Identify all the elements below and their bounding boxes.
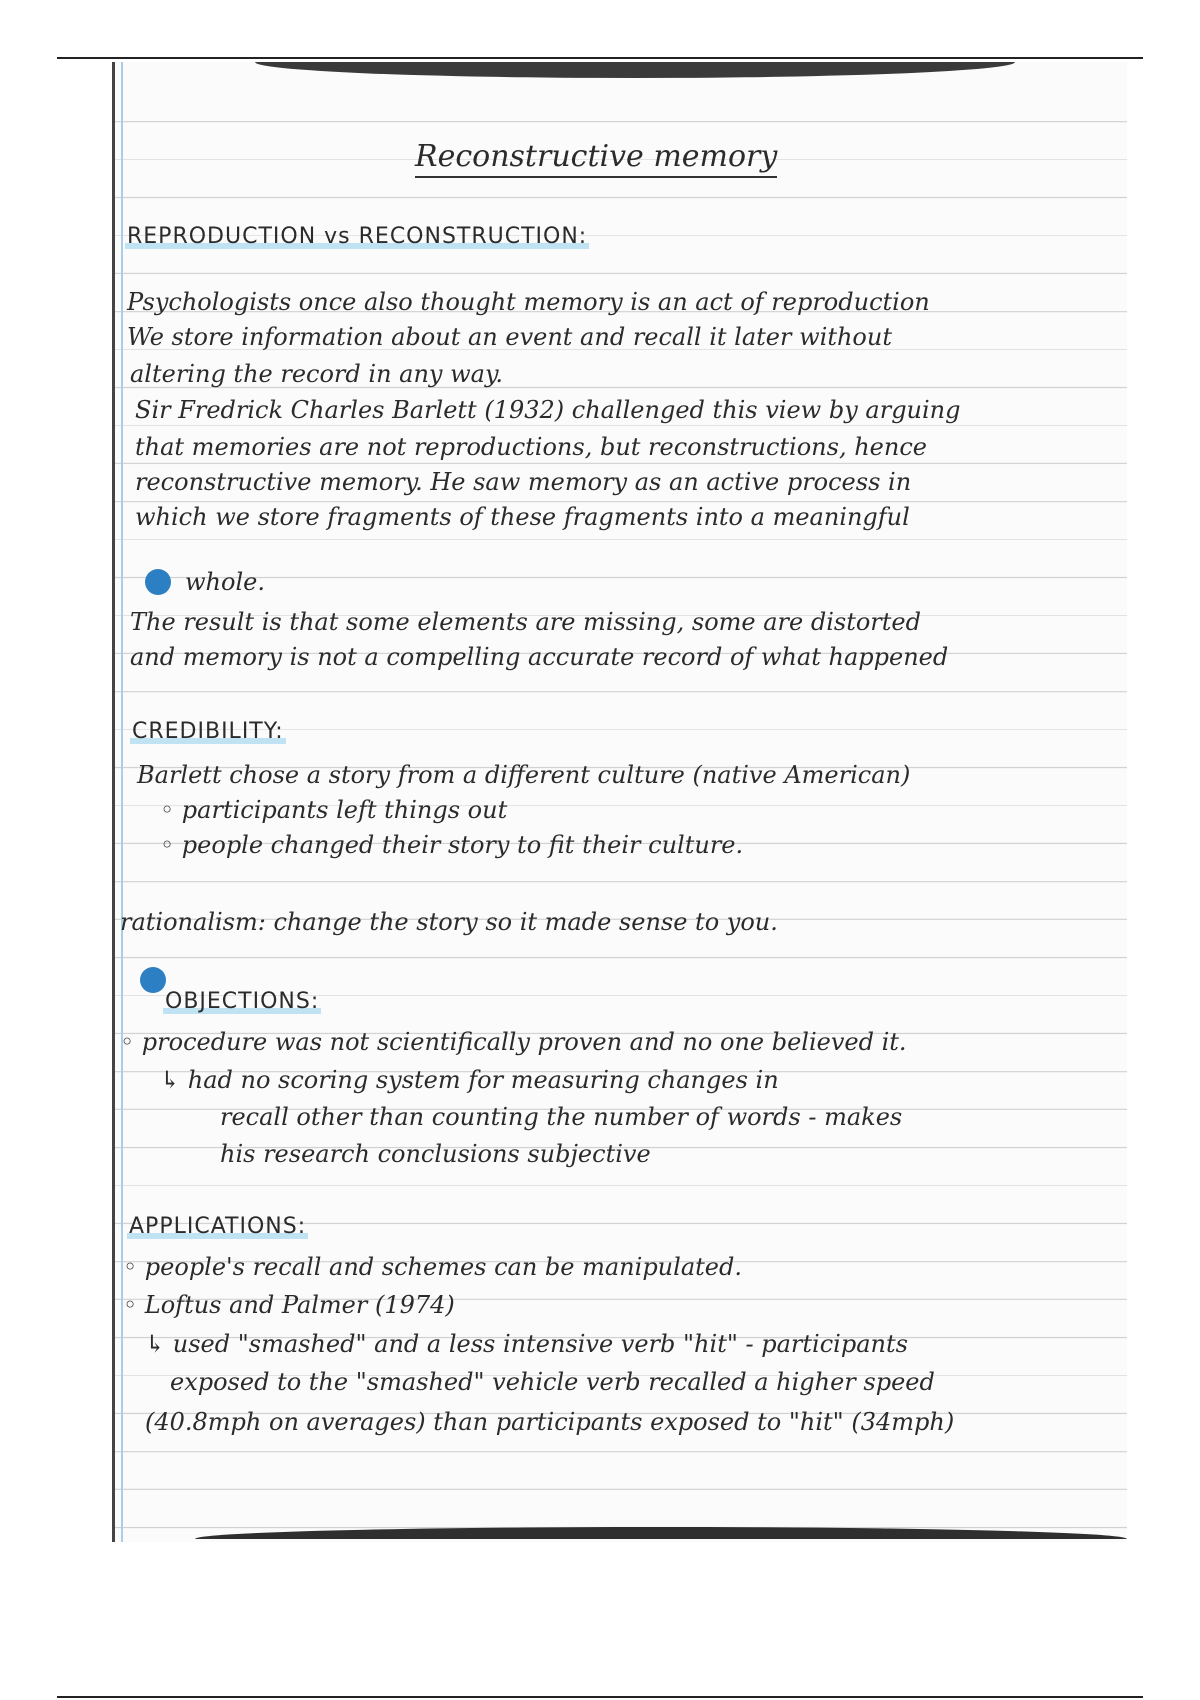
- list-item: ◦ people changed their story to fit their culture.: [160, 831, 744, 859]
- note-line: The result is that some elements are missing, some are distorted: [130, 608, 921, 636]
- note-line: (40.8mph on averages) than participants exposed to "hit" (34mph): [145, 1408, 955, 1436]
- note-line: that memories are not reproductions, but reconstructions, hence: [135, 433, 927, 461]
- bottom-page-rule: [57, 1696, 1143, 1698]
- top-binding-shadow: [255, 62, 1015, 78]
- list-item: ◦ Loftus and Palmer (1974): [123, 1291, 455, 1319]
- note-line: recall other than counting the number of words - makes: [220, 1103, 903, 1131]
- title-text: Reconstructive memory: [415, 139, 777, 178]
- note-line: reconstructive memory. He saw memory as an active process in: [135, 468, 912, 496]
- note-line: which we store fragments of these fragments into a meaningful: [135, 503, 910, 531]
- top-page-rule: [57, 57, 1143, 59]
- note-line: altering the record in any way.: [130, 360, 503, 388]
- note-line: rationalism: change the story so it made sense to you.: [120, 908, 778, 936]
- note-line: Psychologists once also thought memory is an act of reproduction: [127, 288, 930, 316]
- section-heading-reproduction: REPRODUCTION vs RECONSTRUCTION:: [127, 224, 588, 249]
- page-title: [415, 139, 915, 174]
- note-line: Barlett chose a story from a different culture (native American): [137, 761, 911, 789]
- note-line: whole.: [185, 568, 265, 596]
- blue-dot-bullet: [145, 569, 171, 595]
- note-line: and memory is not a compelling accurate record of what happened: [130, 643, 949, 671]
- note-line: ↳ had no scoring system for measuring changes in: [160, 1066, 779, 1094]
- margin-line: [121, 62, 123, 1542]
- section-heading-objections: OBJECTIONS:: [165, 989, 320, 1014]
- bottom-binding-shadow: [195, 1527, 1127, 1539]
- list-item: ◦ people's recall and schemes can be manipulated.: [123, 1253, 742, 1281]
- section-heading-applications: APPLICATIONS:: [129, 1214, 307, 1239]
- note-line: exposed to the "smashed" vehicle verb recalled a higher speed: [170, 1368, 935, 1396]
- notebook-page: [112, 62, 1127, 1542]
- note-line: We store information about an event and recall it later without: [127, 323, 892, 351]
- note-line: Sir Fredrick Charles Barlett (1932) challenged this view by arguing: [135, 396, 961, 424]
- note-line: ↳ used "smashed" and a less intensive verb "hit" - participants: [145, 1330, 908, 1358]
- list-item: ◦ procedure was not scientifically proven and no one believed it.: [120, 1028, 907, 1056]
- section-heading-credibility: CREDIBILITY:: [132, 719, 284, 744]
- list-item: ◦ participants left things out: [160, 796, 508, 824]
- note-line: his research conclusions subjective: [220, 1140, 651, 1168]
